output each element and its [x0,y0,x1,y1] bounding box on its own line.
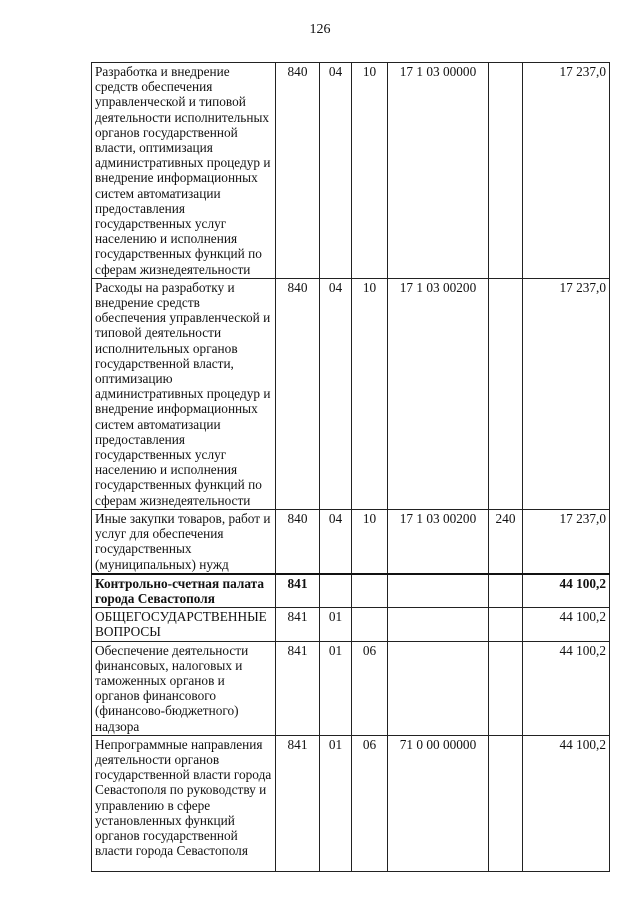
row-vr-cell [489,735,523,871]
page-number: 126 [309,22,331,37]
row-name-cell: Обеспечение деятельности финансовых, налоговых и таможенных органов и органов финансового (финансово-бюджетного) надзора [92,641,276,735]
row-rz-cell: 01 [320,735,352,871]
table-row [92,735,610,871]
row-amount-cell: 44 100,2 [523,735,610,871]
row-pr-cell: 10 [352,509,388,573]
row-name-cell: Непрограммные направления деятельности органов государственной власти города Севастополя по руководству и управлению в сфере установленных функций органов государственной власти города Севастополя [92,735,276,871]
row-csr-cell [388,574,489,608]
row-vr-cell: 240 [489,509,523,573]
row-rz-cell: 01 [320,608,352,641]
row-pr-cell [352,574,388,608]
row-pr-cell: 06 [352,735,388,871]
row-gr-cell: 841 [276,574,320,608]
row-amount-cell: 44 100,2 [523,608,610,641]
table-row [92,63,610,279]
row-name-cell: Разработка и внедрение средств обеспечения управленческой и типовой деятельности исполнительных органов государственной власти, оптимизация административных процедур и внедрение информационных систем автоматизации предоставления государственных услуг населению и исполнения государственных функций по сферам жизнедеятельности [92,63,276,279]
row-gr-cell: 840 [276,278,320,509]
row-pr-cell: 10 [352,63,388,279]
row-gr-cell: 840 [276,509,320,573]
row-vr-cell [489,278,523,509]
row-rz-cell: 04 [320,63,352,279]
row-amount-cell: 44 100,2 [523,574,610,608]
row-vr-cell [489,574,523,608]
row-csr-cell: 17 1 03 00200 [388,509,489,573]
row-pr-cell [352,608,388,641]
row-csr-cell [388,641,489,735]
row-rz-cell: 04 [320,509,352,573]
table-row [92,641,610,735]
row-gr-cell: 841 [276,608,320,641]
row-vr-cell [489,608,523,641]
row-amount-cell: 17 237,0 [523,509,610,573]
row-csr-cell: 71 0 00 00000 [388,735,489,871]
table-row [92,509,610,573]
row-vr-cell [489,63,523,279]
row-name-cell: Расходы на разработку и внедрение средств обеспечения управленческой и типовой деятельности исполнительных органов государственной власти, оптимизацию административных процедур и внедрение информационных систем автоматизации предоставления государственных услуг населению и исполнения государственных функций по сферам жизнедеятельности [92,278,276,509]
row-rz-cell: 04 [320,278,352,509]
row-gr-cell: 840 [276,63,320,279]
row-amount-cell: 44 100,2 [523,641,610,735]
row-name-cell: Контрольно-счетная палата города Севастополя [92,574,276,608]
budget-table [91,62,610,872]
row-csr-cell [388,608,489,641]
row-csr-cell: 17 1 03 00000 [388,63,489,279]
row-name-cell: Иные закупки товаров, работ и услуг для обеспечения государственных (муниципальных) нужд [92,509,276,573]
row-vr-cell [489,641,523,735]
row-pr-cell: 06 [352,641,388,735]
table-row [92,278,610,509]
row-gr-cell: 841 [276,735,320,871]
row-amount-cell: 17 237,0 [523,63,610,279]
row-rz-cell [320,574,352,608]
row-csr-cell: 17 1 03 00200 [388,278,489,509]
table-row [92,608,610,641]
table-body [92,63,610,872]
row-amount-cell: 17 237,0 [523,278,610,509]
row-rz-cell: 01 [320,641,352,735]
row-gr-cell: 841 [276,641,320,735]
row-pr-cell: 10 [352,278,388,509]
table-row [92,574,610,608]
row-name-cell: ОБЩЕГОСУДАРСТВЕННЫЕ ВОПРОСЫ [92,608,276,641]
